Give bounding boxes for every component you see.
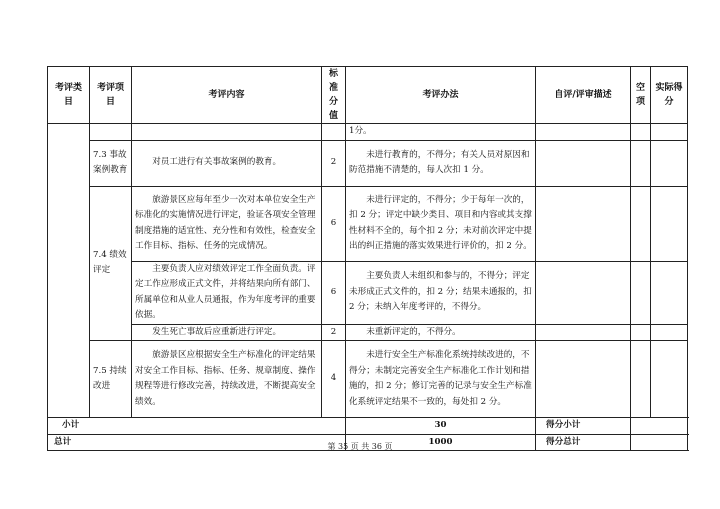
page-number: 第 35 页 共 36 页 (327, 442, 393, 451)
content-cell: 主要负责人应对绩效评定工作全面负责。评定工作应形成正式文件，并将结果向所有部门、所属单位和从业人员通报，作为年度考评的重要依据。 (132, 261, 322, 324)
header-category: 考评类目 (48, 67, 90, 124)
content-cell: 旅游景区应每年至少一次对本单位安全生产标准化的实施情况进行评定，验证各项安全管理制度措施的适宜性、充分性和有效性，检查安全工作目标、指标、任务的完成情况。 (132, 186, 322, 261)
header-self-eval: 自评/评审描述 (536, 67, 631, 124)
header-empty: 空项 (631, 67, 651, 124)
evaluation-table (47, 66, 688, 451)
subtotal-score: 30 (346, 418, 536, 435)
header-method: 考评办法 (346, 67, 536, 124)
table-row (48, 140, 688, 186)
total-method-label: 得分总计 (536, 434, 631, 451)
method-cell: 1分。 (346, 124, 536, 141)
table-row (48, 261, 688, 324)
subtotal-label: 小计 (48, 418, 346, 435)
total-label: 总计 (48, 434, 346, 451)
content-cell: 对员工进行有关事故案例的教育。 (132, 140, 322, 186)
content-cell: 发生死亡事故后应重新进行评定。 (132, 324, 322, 341)
content-cell: 旅游景区应根据安全生产标准化的评定结果对安全工作目标、指标、任务、规章制度、操作规程等进行修改完善，持续改进，不断提高安全绩效。 (132, 341, 322, 418)
header-score: 标准分值 (322, 67, 346, 124)
subtotal-row (48, 418, 688, 435)
table-row (48, 341, 688, 418)
item-cell: 7.3 事故案例教育 (90, 140, 132, 186)
subtotal-method-label: 得分小计 (536, 418, 631, 435)
table-row (48, 124, 688, 141)
category-cell (48, 124, 90, 418)
score-cell: 4 (322, 341, 346, 418)
score-cell: 2 (322, 324, 346, 341)
method-cell: 未重新评定的，不得分。 (346, 324, 536, 341)
method-cell: 未进行教育的，不得分；有关人员对原因和防范措施不清楚的，每人次扣 1 分。 (346, 140, 536, 186)
item-cell: 7.5 持续改进 (90, 341, 132, 418)
item-cell: 7.4 绩效评定 (90, 186, 132, 341)
header-actual: 实际得分 (651, 67, 688, 124)
total-score: 1000 (346, 434, 536, 451)
method-cell: 未进行评定的，不得分；少于每年一次的，扣 2 分；评定中缺少类目、项目和内容或其支撑性材料不全的，每个扣 2 分；未对前次评定中提出的纠正措施的落实效果进行评价的，扣 2 分。 (346, 186, 536, 261)
header-item: 考评项目 (90, 67, 132, 124)
method-cell: 未进行安全生产标准化系统持续改进的，不得分；未制定完善安全生产标准化工作计划和措施的，扣 2 分；修订完善的记录与安全生产标准化系统评定结果不一致的，每处扣 2 分。 (346, 341, 536, 418)
table-row (48, 324, 688, 341)
score-cell: 6 (322, 186, 346, 261)
score-cell: 2 (322, 140, 346, 186)
table-row (48, 186, 688, 261)
table-header-row (48, 67, 688, 124)
method-cell: 主要负责人未组织和参与的，不得分；评定未形成正式文件的，扣 2 分；结果未通报的，扣 2 分；未纳入年度考评的，不得分。 (346, 261, 536, 324)
score-cell: 6 (322, 261, 346, 324)
header-content: 考评内容 (132, 67, 322, 124)
